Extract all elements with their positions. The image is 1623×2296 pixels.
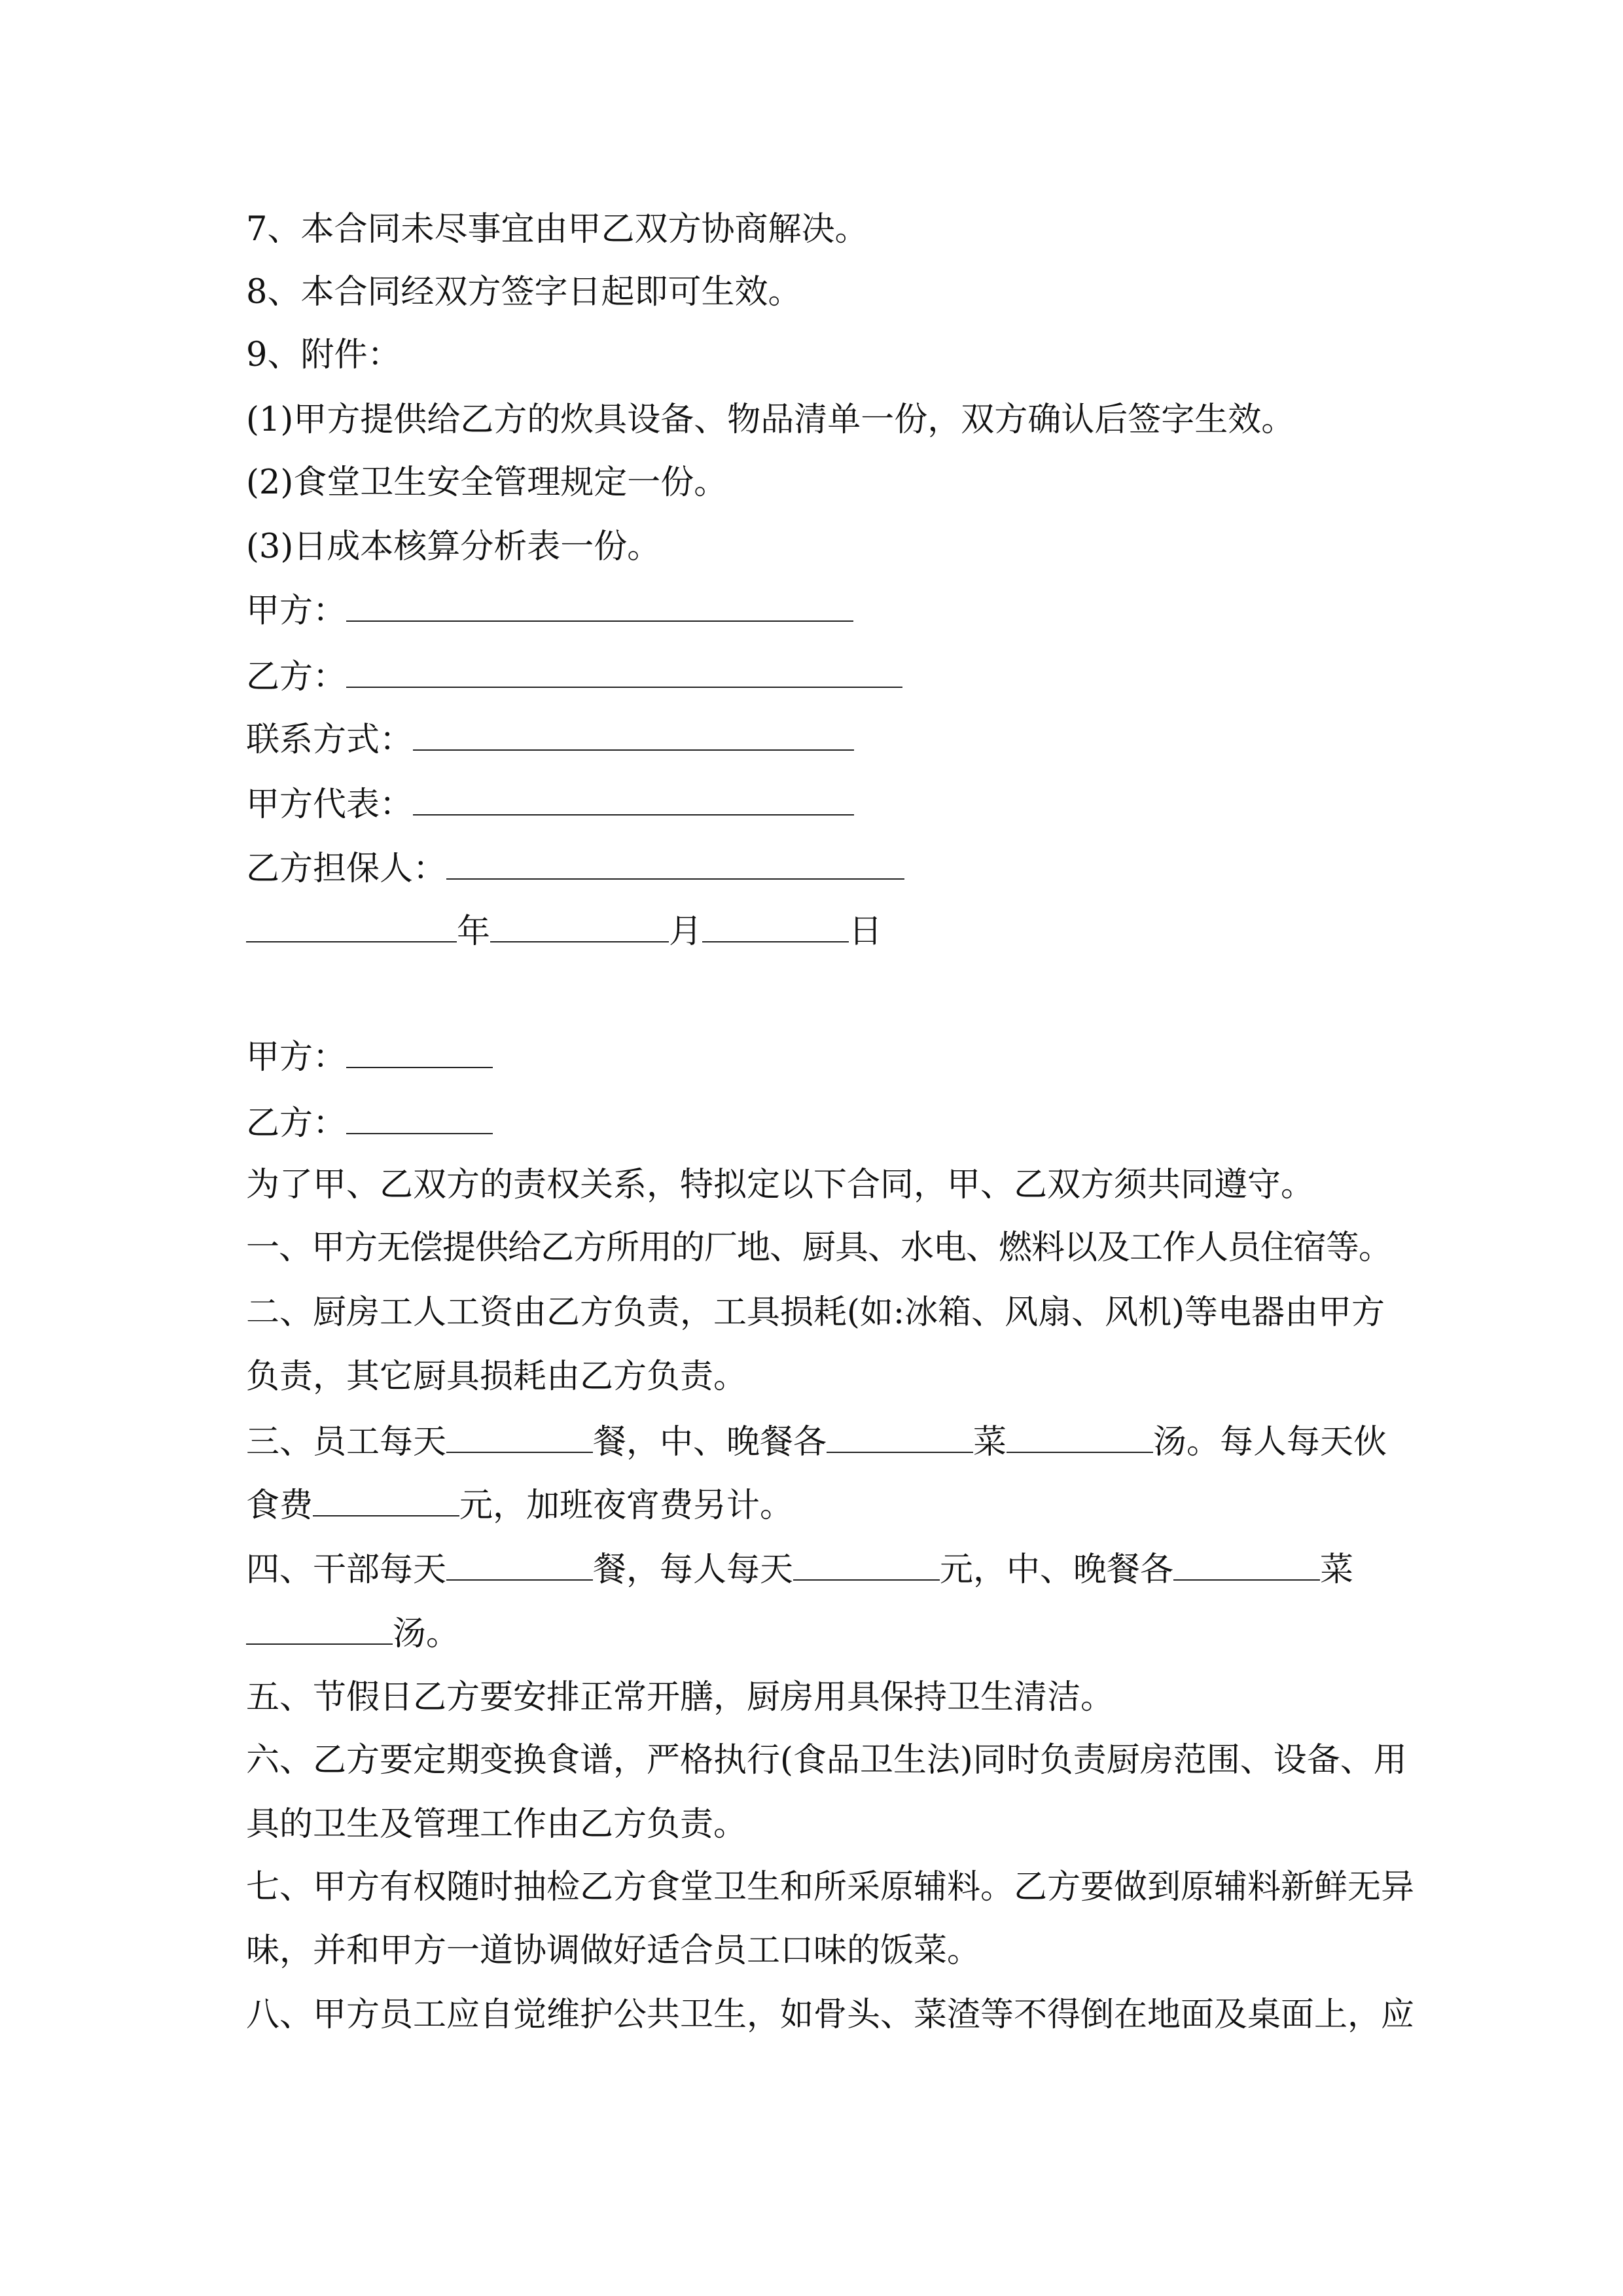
clause-7: 7、本合同未尽事宜由甲乙双方协商解决。 xyxy=(246,210,868,249)
blank-field[interactable] xyxy=(446,1422,593,1453)
contract2-clause-6-cont: 具的卫生及管理工作由乙方负责。 xyxy=(246,1805,747,1844)
text: 菜 xyxy=(1320,1551,1354,1589)
text: 三、员工每天 xyxy=(246,1423,447,1462)
clause-8: 8、本合同经双方签字日起即可生效。 xyxy=(246,273,802,312)
contract2-clause-8: 八、甲方员工应自觉维护公共卫生，如骨头、菜渣等不得倒在地面及桌面上，应 xyxy=(246,1996,1415,2034)
month-blank[interactable] xyxy=(490,911,669,942)
contract2-party-a xyxy=(246,1037,493,1076)
contract2-clause-7-cont: 味，并和甲方一道协调做好适合员工口味的饭菜。 xyxy=(246,1931,981,1970)
contract2-clause-4-cont xyxy=(246,1613,459,1653)
label: 甲方： xyxy=(246,592,347,630)
contract2-clause-7: 七、甲方有权随时抽检乙方食堂卫生和所采原辅料。乙方要做到原辅料新鲜无异 xyxy=(246,1868,1415,1907)
signature-guarantor-b xyxy=(246,848,904,888)
blank-field[interactable] xyxy=(346,1103,493,1134)
label: 联系方式： xyxy=(246,721,414,759)
blank-field[interactable] xyxy=(346,1037,493,1068)
text: 餐，每人每天 xyxy=(593,1551,794,1589)
label: 乙方： xyxy=(246,658,347,696)
blank-field[interactable] xyxy=(827,1422,973,1453)
attachment-1: (1)甲方提供给乙方的炊具设备、物品清单一份，双方确认后签字生效。 xyxy=(246,401,1295,439)
blank-field[interactable] xyxy=(413,719,854,751)
signature-date xyxy=(246,911,882,950)
label: 日 xyxy=(849,912,883,951)
contract2-clause-6: 六、乙方要定期变换食谱，严格执行(食品卫生法)同时负责厨房范围、设备、用 xyxy=(246,1741,1407,1780)
contract2-clause-2: 二、厨房工人工资由乙方负责，工具损耗(如:冰箱、风扇、风机)等电器由甲方 xyxy=(246,1293,1385,1332)
label: 乙方： xyxy=(246,1104,347,1143)
text: 餐，中、晚餐各 xyxy=(593,1423,827,1462)
label: 月 xyxy=(669,912,703,951)
blank-field[interactable] xyxy=(1173,1549,1320,1581)
contract2-party-b xyxy=(246,1103,493,1142)
contract2-clause-4 xyxy=(246,1549,1353,1588)
attachment-2: (2)食堂卫生安全管理规定一份。 xyxy=(246,463,728,502)
blank-field[interactable] xyxy=(413,784,854,816)
text: 元，中、晚餐各 xyxy=(940,1551,1174,1589)
clause-9: 9、附件： xyxy=(246,336,401,374)
text: 食费 xyxy=(246,1486,313,1525)
contract2-clause-5: 五、节假日乙方要安排正常开膳，厨房用具保持卫生清洁。 xyxy=(246,1678,1115,1717)
text: 四、干部每天 xyxy=(246,1551,447,1589)
blank-field[interactable] xyxy=(346,590,853,622)
contract2-intro: 为了甲、乙双方的责权关系，特拟定以下合同，甲、乙双方须共同遵守。 xyxy=(246,1166,1315,1204)
text: 汤。每人每天伙 xyxy=(1153,1423,1387,1462)
attachment-3: (3)日成本核算分析表一份。 xyxy=(246,528,661,566)
blank-field[interactable] xyxy=(346,656,902,688)
contract2-clause-3-cont xyxy=(246,1485,793,1524)
signature-party-a xyxy=(246,590,853,630)
blank-field[interactable] xyxy=(446,848,904,880)
blank-field[interactable] xyxy=(246,1613,393,1645)
label: 甲方： xyxy=(246,1038,347,1077)
contract2-clause-1: 一、甲方无偿提供给乙方所用的厂地、厨具、水电、燃料以及工作人员住宿等。 xyxy=(246,1229,1392,1267)
text: 汤。 xyxy=(393,1615,460,1653)
signature-rep-a xyxy=(246,784,854,823)
label: 乙方担保人： xyxy=(246,850,447,888)
contract2-clause-3 xyxy=(246,1422,1387,1461)
text: 菜 xyxy=(973,1423,1007,1462)
label: 甲方代表： xyxy=(246,785,414,824)
signature-party-b xyxy=(246,656,902,696)
blank-field[interactable] xyxy=(313,1485,459,1516)
blank-field[interactable] xyxy=(793,1549,940,1581)
blank-field[interactable] xyxy=(446,1549,593,1581)
contract2-clause-2-cont: 负责，其它厨具损耗由乙方负责。 xyxy=(246,1357,747,1396)
blank-field[interactable] xyxy=(1007,1422,1153,1453)
text: 元，加班夜宵费另计。 xyxy=(459,1486,794,1525)
year-blank[interactable] xyxy=(246,911,457,942)
day-blank[interactable] xyxy=(702,911,849,942)
signature-contact xyxy=(246,719,854,759)
label: 年 xyxy=(457,912,491,951)
